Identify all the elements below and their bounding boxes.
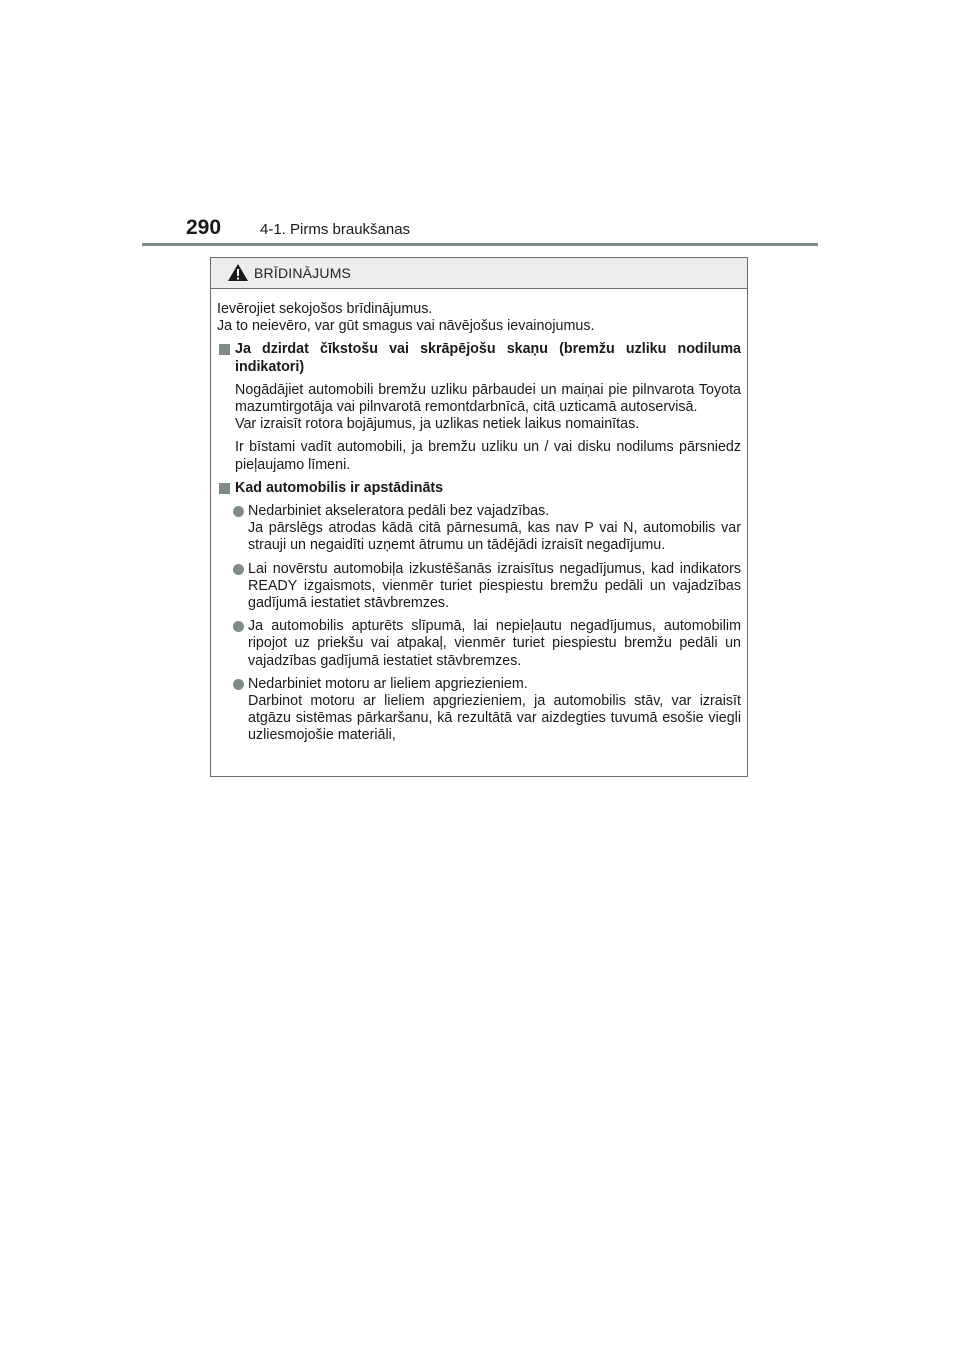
heading-text: Kad automobilis ir apstādināts — [235, 479, 444, 496]
header-divider — [142, 243, 818, 246]
section-heading-parked — [217, 480, 741, 497]
list-item-text: Ja automobilis apturēts slīpumā, lai nepieļautu negadījumus, automobilim ripojot uz priekšu vai atpakaļ, vienmēr turiet piespiestu bremžu pedāli un vajadzības gadījumā iestatiet stāvbremzes. — [248, 618, 741, 669]
intro-line: Ja to neievēro, var gūt smagus vai nāvējošus ievainojumus. — [217, 318, 595, 335]
list-item-text: Nedarbiniet motoru ar lieliem apgriezieniem. — [248, 675, 528, 692]
paragraph-text: Var izraisīt rotora bojājumus, ja uzlikas netiek laikus nomainītas. — [235, 416, 640, 433]
list-item — [217, 561, 741, 613]
square-bullet-icon — [219, 344, 230, 355]
square-bullet-icon — [219, 483, 230, 494]
warning-box — [210, 257, 748, 777]
section-title: 4-1. Pirms braukšanas — [260, 221, 411, 238]
warning-triangle-icon — [227, 263, 249, 282]
list-item-text: Ja pārslēgs atrodas kādā citā pārnesumā, kas nav P vai N, automobilis var strauji un negaidīti uzņemt ātrumu un tādējādi izraisīt negadījumu. — [248, 520, 741, 554]
circle-bullet-icon — [233, 506, 244, 517]
list-item — [217, 618, 741, 670]
paragraph-text: Nogādājiet automobili bremžu uzliku pārbaudei un maiņai pie pilnvarota Toyota mazumtirgotāja vai pilnvarotā remontdarbnīcā, citā uzticamā autoservisā. — [235, 381, 741, 416]
list-item — [217, 503, 741, 555]
circle-bullet-icon — [233, 679, 244, 690]
list-item-text: Darbinot motoru ar lieliem apgriezieniem, ja automobilis stāv, var izraisīt atgāzu sistēmas pārkaršanu, kā rezultātā var aizdegties tuvumā esošie viegli uzliesmojošie materiāli, — [248, 693, 741, 744]
list-item-text: Lai novērstu automobiļa izkustēšanās izraisītus negadījumus, kad indikators READY izgaismots, vienmēr turiet piespiestu bremžu pedāli un vajadzības gadījumā iestatiet stāvbremzes. — [248, 560, 741, 612]
circle-bullet-icon — [233, 564, 244, 575]
section-heading-brake-wear — [217, 341, 741, 375]
warning-title: BRĪDINĀJUMS — [254, 265, 352, 281]
warning-intro — [217, 301, 741, 335]
warning-body — [211, 289, 747, 745]
paragraph-text: Ir bīstami vadīt automobili, ja bremžu uzliku un / vai disku nodilums pārsniedz pieļaujamo līmeni. — [235, 439, 741, 473]
page-number: 290 — [186, 216, 222, 239]
heading-text: Ja dzirdat čīkstošu vai skrāpējošu skaņu (bremžu uzliku nodiluma indikatori) — [235, 341, 741, 375]
list-item — [217, 676, 741, 745]
paragraph — [217, 382, 741, 434]
warning-header — [211, 258, 747, 289]
list-item-text: Nedarbiniet akseleratora pedāli bez vajadzības. — [248, 503, 550, 520]
intro-line: Ievērojiet sekojošos brīdinājumus. — [217, 301, 433, 317]
circle-bullet-icon — [233, 621, 244, 632]
paragraph — [217, 439, 741, 473]
